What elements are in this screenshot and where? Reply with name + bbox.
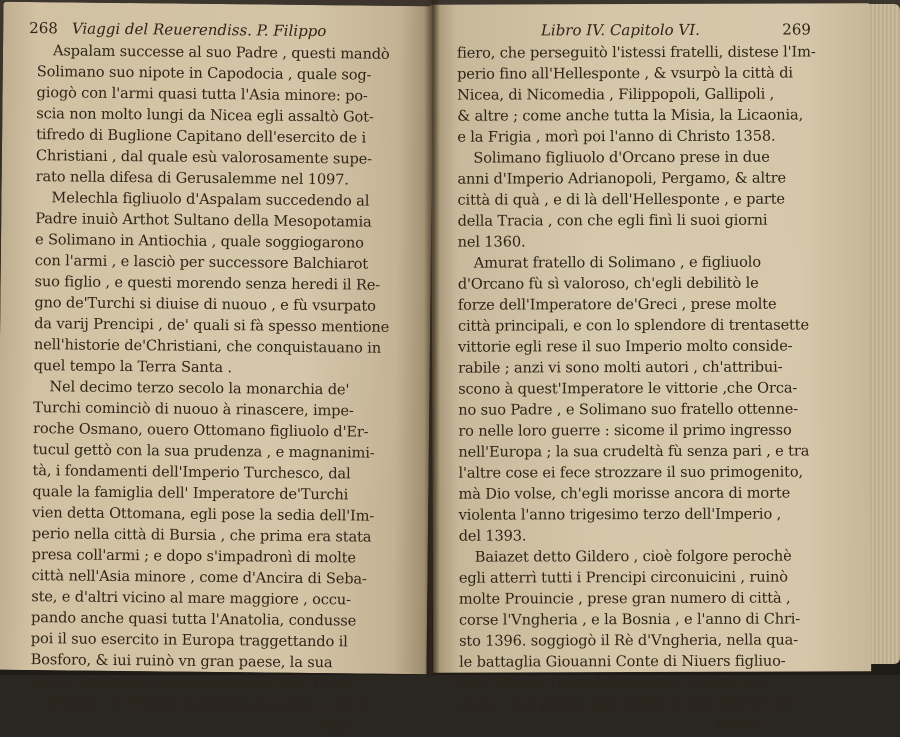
text-line: molte Prouincie , prese gran numero di città , xyxy=(458,589,791,608)
text-line: del 1393. xyxy=(458,527,527,545)
text-line: forze dell'Imperatore de'Greci , prese molte xyxy=(457,295,777,314)
text-line: scia non molto lungi da Nicea egli assaltò Got- xyxy=(36,105,374,126)
left-page xyxy=(0,2,433,735)
text-line: gione , mà poscia egli hebbe la sua libertà col xyxy=(459,694,792,713)
text-line: l'altre cose ei fece strozzare il suo primogenito, xyxy=(458,463,803,482)
text-line: Nel decimo terzo secolo la monarchia de' xyxy=(49,378,350,399)
text-line: con l'armi , e lasciò per successore Balchiarot xyxy=(34,252,369,273)
text-line: giogò con l'armi quasi tutta l'Asia minore: po- xyxy=(36,84,368,105)
text-line: Christiani , dal quale esù valorosamente supe- xyxy=(35,147,373,168)
text-line: ste, e d'altri vicino al mare maggiore , occu- xyxy=(31,588,351,609)
text-line: Turchi cominciò di nuouo à rinascere, impe- xyxy=(33,399,354,420)
text-line: rato nella difesa di Gerusalemme nel 1097. xyxy=(35,168,349,189)
text-line: Baiazet detto Gildero , cioè folgore perochè xyxy=(474,547,792,566)
text-line: città nell'Asia minore , come d'Ancira di Seba- xyxy=(31,567,367,588)
text-line: vittorie egli rese il suo Imperio molto conside- xyxy=(458,337,793,356)
text-line: da varij Prencipi , de' quali si fà spesso mentione xyxy=(34,315,390,336)
text-line: tucul gettò con la sua prudenza , e magnanimi- xyxy=(32,441,375,462)
text-line: lo di Filippo Duca di Borgogna fù fatto pri- xyxy=(459,673,769,692)
right-running-head xyxy=(457,17,869,42)
text-line: Amurat fratello di Solimano , e figliuolo xyxy=(473,253,761,272)
text-line: Bosforo, & iui ruinò vn gran paese, la sua xyxy=(30,651,333,672)
text-line: rabile ; anzi vi sono molti autori , ch'attribui- xyxy=(458,358,783,377)
right-page-text xyxy=(457,41,871,714)
text-line: Padre inuiò Arthot Sultano della Mesopotamia xyxy=(35,210,372,231)
text-line: perio nella città di Bursia , che prima era stata xyxy=(31,525,372,546)
right-page-number: 269 xyxy=(782,20,811,39)
text-line: e Solimano in Antiochia , quale soggiogarono xyxy=(34,231,364,252)
text-line: città principali, e con lo splendore di trentasette xyxy=(457,316,810,335)
text-line: nel 1360. xyxy=(457,233,526,251)
text-line: quale la famiglia dell' Imperatore de'Turchi xyxy=(32,483,349,504)
text-line: suo figlio , e questi morendo senza heredi il Re- xyxy=(34,273,381,294)
text-line: della Tracia , con che egli finì li suoi giorni xyxy=(457,211,768,230)
text-line: mà Dio volse, ch'egli morisse ancora di morte xyxy=(458,484,791,503)
text-line: morte finalmente seguì l'anno del Sig. 1328. xyxy=(30,672,353,693)
left-page-number: 268 xyxy=(29,19,58,38)
text-line: Aspalam successe al suo Padre , questi mandò xyxy=(52,42,390,63)
right-catchword: riscat- xyxy=(715,715,762,733)
text-line: tà, i fondamenti dell'Imperio Turchesco, dal xyxy=(32,462,351,483)
right-page xyxy=(431,3,871,733)
text-line: anni d'Imperio Adrianopoli, Pergamo, & altre xyxy=(457,169,787,188)
text-line: egli atterrì tutti i Prencipi circonuicini , ruinò xyxy=(458,568,788,587)
text-line: Orcano , ò Vrcano successe al padre , e fù sì xyxy=(46,693,368,714)
text-line: roche Osmano, ouero Ottomano figliuolo d'Er- xyxy=(32,420,369,441)
text-line: nell'historie de'Christiani, che conquistauano in xyxy=(33,336,382,357)
text-line: Solimano figliuolo d'Orcano prese in due xyxy=(473,148,770,167)
text-line: ro nelle loro guerre : sicome il primo ingresso xyxy=(458,421,792,440)
text-line: vien detta Ottomana, egli pose la sedia dell'Im- xyxy=(32,504,375,525)
text-line: corse l'Vngheria , e la Bosnia , e l'anno di Chri- xyxy=(458,610,801,629)
text-line: presa coll'armi ; e dopo s'impadronì di molte xyxy=(31,546,356,567)
right-running-title: Libro IV. Capitolo VI. xyxy=(540,20,700,40)
text-line: Nicea, di Nicomedia , Filippopoli, Gallipoli , xyxy=(457,85,775,104)
text-line: città di quà , e di là dell'Hellesponte , e parte xyxy=(457,190,785,209)
text-line: e la Frigia , morì poi l'anno di Christo 1358. xyxy=(457,127,776,146)
text-line: scono à quest'Imperatore le vittorie ,che Orca- xyxy=(458,379,798,398)
text-line: d'Orcano fù sì valoroso, ch'egli debilitò le xyxy=(457,274,759,293)
text-line: violenta l'anno trigesimo terzo dell'Imperio , xyxy=(458,505,782,524)
left-running-title: Viaggi del Reuerendiss. P. Filippo xyxy=(71,19,327,41)
text-line: Solimano suo nipote in Capodocia , quale sog- xyxy=(36,63,372,84)
left-catchword: fiero xyxy=(322,717,357,735)
left-page-text xyxy=(30,40,433,716)
text-line: nell'Europa ; la sua crudeltà fù senza pari , e tra xyxy=(458,442,810,461)
text-line: tifredo di Buglione Capitano dell'esercito de i xyxy=(36,126,367,147)
text-line: fiero, che perseguitò l'istessi fratelli, distese l'Im- xyxy=(456,43,816,62)
text-line: gno de'Turchi si diuise di nuouo , e fù vsurpato xyxy=(34,294,376,315)
text-line: sto 1396. soggiogò il Rè d'Vngheria, nella qua- xyxy=(459,631,799,650)
text-line: no suo Padre , e Solimano suo fratello ottenne- xyxy=(458,400,799,419)
text-line: pando anche quasi tutta l'Anatolia, condusse xyxy=(30,609,357,630)
text-line: le battaglia Giouanni Conte di Niuers figliuo- xyxy=(459,652,786,671)
text-line: & altre ; come anche tutta la Misia, la Licaonia, xyxy=(457,106,804,125)
page-edges xyxy=(868,4,900,664)
text-line: Melechla figliuolo d'Aspalam succedendo al xyxy=(51,189,370,210)
text-line: perio fino all'Hellesponte , & vsurpò la città di xyxy=(457,64,793,83)
text-line: quel tempo la Terra Santa . xyxy=(33,357,232,377)
text-line: poi il suo esercito in Europa traggettando il xyxy=(30,630,348,651)
book-gutter xyxy=(424,0,440,675)
